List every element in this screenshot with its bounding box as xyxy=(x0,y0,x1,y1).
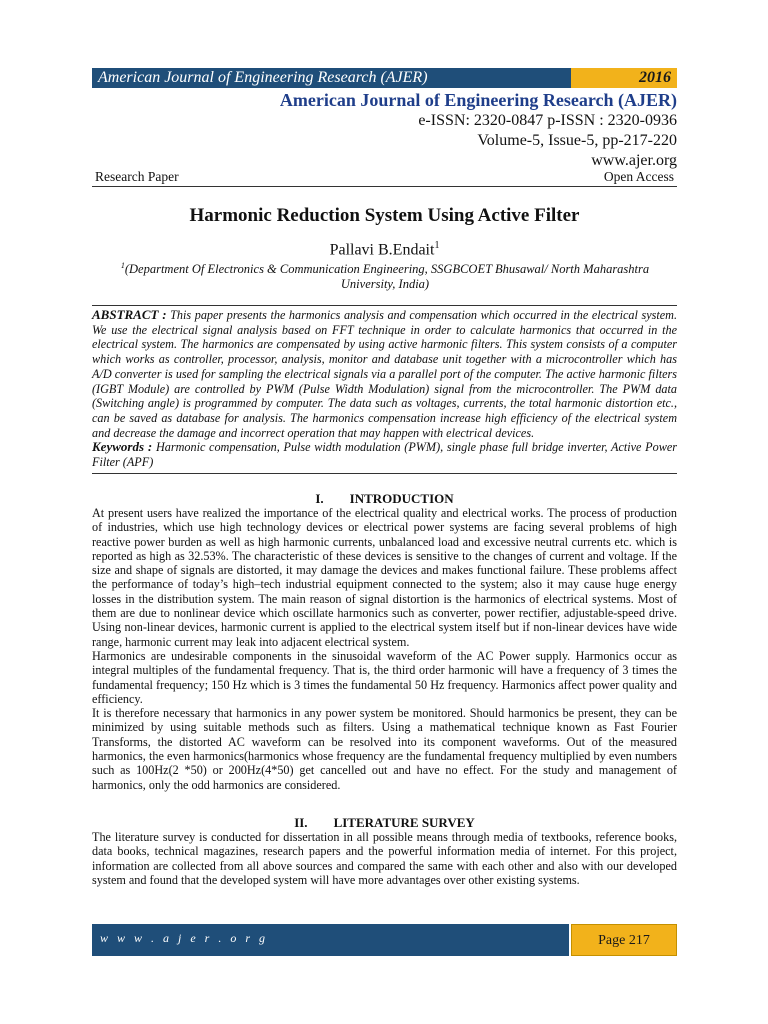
journal-website[interactable]: www.ajer.org xyxy=(591,152,677,169)
issn: e-ISSN: 2320-0847 p-ISSN : 2320-0936 xyxy=(418,112,677,129)
journal-name: American Journal of Engineering Research (AJER) xyxy=(279,90,677,110)
section-heading-literature-survey xyxy=(92,815,677,831)
intro-paragraph-1: At present users have realized the importance of the electrical quality and electrical works. The process of production of industries, which use high technology devices or electrical power systems are facing several problems of high reactive power burden as well as high harmonic currents, unbalanced load and excessive neutral currents etc. which is reported as high as 32.53%. The characteristic of these devices is sensitive to the changes of current and voltage. If the size and shape of signals are distorted, it may damage the devices and makes functional failure. These problems affect the performance of today’s high–tech industrial equipment connected to the system; also it may cause huge energy losses in the distribution system. The main reason of signal distortion is the harmonics of electrical systems. Most of them are due to nonlinear device which oscillate harmonics such as converter, power rectifier, adjustable-speed drive. Using non-linear devices, harmonic current is applied to the electrical system itself but if non-linear devices have wide range, harmonic current may leak into adjacent electrical system. xyxy=(92,506,677,649)
affiliation xyxy=(120,258,650,292)
survey-paragraph-1: The literature survey is conducted for dissertation in all possible means through media of textbooks, reference books, data books, technical magazines, research papers and the powerful information media of internet. For this project, information are collected from all above sources and compared the same with each other and also with our developed system and found that the developed system will have more advantages over other existing systems. xyxy=(92,830,677,887)
abstract-box xyxy=(92,305,677,474)
paper-type-bar xyxy=(92,167,677,187)
keywords-label: Keywords : xyxy=(92,439,153,455)
access-type: Open Access xyxy=(603,169,674,184)
author-line xyxy=(92,236,677,260)
section-number: II. xyxy=(294,815,308,830)
page-footer xyxy=(92,924,677,956)
journal-info xyxy=(280,89,677,171)
section-heading-introduction xyxy=(92,491,677,507)
paper-type: Research Paper xyxy=(95,169,179,184)
literature-survey-body xyxy=(92,830,677,887)
paper-title: Harmonic Reduction System Using Active Filter xyxy=(189,205,580,226)
top-banner xyxy=(92,68,677,88)
keywords-text: Harmonic compensation, Pulse width modulation (PWM), single phase full bridge inverter, Active Power Filter (APF) xyxy=(92,440,677,470)
author-superscript: 1 xyxy=(434,240,440,251)
affiliation-text: (Department Of Electronics & Communication Engineering, SSGBCOET Bhusawal/ North Maharashtra University, India) xyxy=(124,262,650,292)
introduction-body xyxy=(92,506,677,792)
footer-website[interactable]: w w w . a j e r . o r g xyxy=(92,924,569,956)
keywords xyxy=(92,440,677,469)
abstract xyxy=(92,308,677,440)
abstract-label: ABSTRACT : xyxy=(92,307,167,322)
banner-year: 2016 xyxy=(571,68,677,88)
page-number: Page 217 xyxy=(571,924,677,956)
intro-paragraph-2: Harmonics are undesirable components in the sinusoidal waveform of the AC Power supply. Harmonics occur as integral multiples of the fundamental frequency. That is, the third order harmonic will have a frequency of 3 times the fundamental frequency; 150 Hz which is 3 times the fundamental 50 Hz frequency. Harmonics affect power quality and efficiency. xyxy=(92,648,677,706)
section-title: INTRODUCTION xyxy=(349,491,454,506)
abstract-text: This paper presents the harmonics analysis and compensation which occurred in the electrical system. We use the electrical signal analysis based on FFT technique in order to calculate harmonics that occurred in the electrical system. The harmonics are compensated by using active harmonic filters. This system consists of a computer which works as controller, processor, analysis, monitor and database unit together with a microcontroller which has A/D converter is used for sampling the electrical signals via a parallel port of the computer. The active harmonic filters (IGBT Module) are controlled by PWM (Pulse Width Modulation) signal from the microcontroller. The PWM data (Switching angle) is programmed by computer. The data such as voltages, currents, the total harmonic distortion etc., can be saved as database for analysis. The harmonics compensation increase high efficiency of the electrical system and decrease the damage and incorrect operation that may happen with electrical devices. xyxy=(92,308,678,440)
author-name: Pallavi B.Endait xyxy=(329,241,435,259)
banner-journal-name: American Journal of Engineering Research (AJER) xyxy=(92,68,571,88)
section-number: I. xyxy=(315,491,324,506)
affiliation-superscript: 1 xyxy=(120,261,125,270)
section-title: LITERATURE SURVEY xyxy=(333,815,475,830)
volume-info: Volume-5, Issue-5, pp-217-220 xyxy=(477,132,677,149)
intro-paragraph-3: It is therefore necessary that harmonics in any power system be monitored. Should harmonics be present, they can be minimized by using suitable methods such as filters. Using a mathematical technique known as Fast Fourier Transforms, the distorted AC waveform can be resolved into its component waveforms. Out of the measured harmonics, the even harmonics(harmonics whose frequency are the fundamental frequency multiplied by even numbers such as 100Hz(2 *50) or 200Hz(4*50) get cancelled out and have no effect. For the study and management of harmonics, only the odd harmonics are considered. xyxy=(92,706,677,792)
